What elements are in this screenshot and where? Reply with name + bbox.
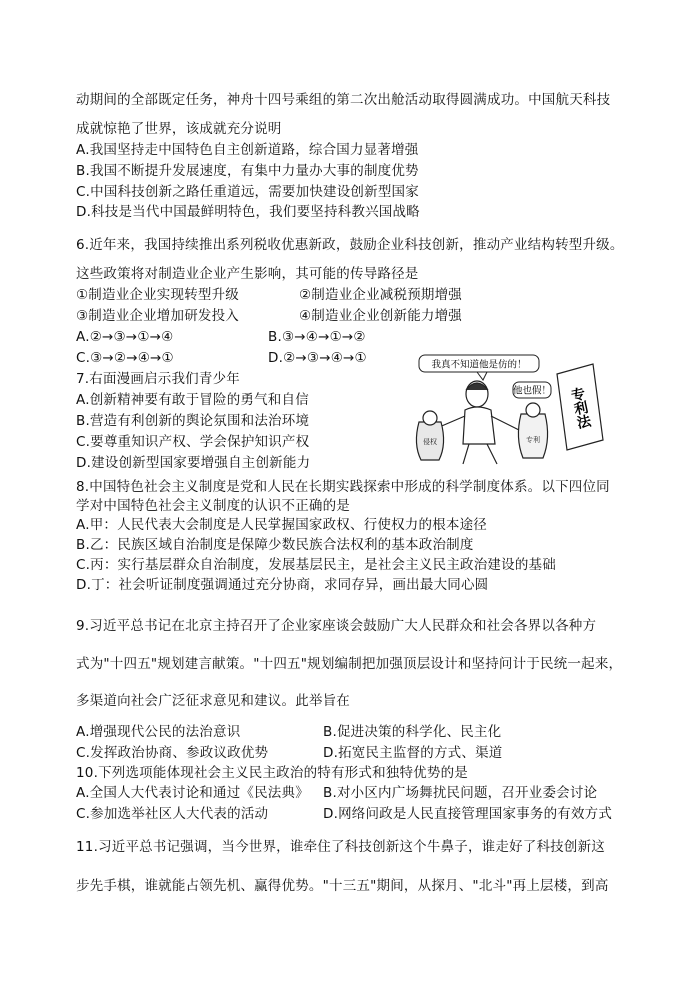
speech-bubble-small (513, 382, 551, 398)
q9-stem-line3: 多渠道向社会广泛征求意见和建议。此举旨在 (76, 693, 350, 709)
q8-option-a: A.甲：人民代表大会制度是人民掌握国家政权、行使权力的根本途径 (76, 517, 487, 533)
q5-option-b: B.我国不断提升发展速度，有集中力量办大事的制度优势 (76, 163, 419, 179)
q6-option-a: A.②→③→①→④ (76, 329, 174, 345)
q5-option-a: A.我国坚持走中国特色自主创新道路，综合国力显著增强 (76, 142, 419, 158)
q7-stem: 7.右面漫画启示我们青少年 (76, 371, 240, 387)
tag-right: 专利 (526, 436, 540, 444)
q5-option-c: C.中国科技创新之路任重道远，需要加快建设创新型国家 (76, 184, 419, 200)
q11-stem-line2: 步先手棋，谁就能占领先机、赢得优势。"十三五"期间，从探月、"北斗"再上层楼，到高 (76, 878, 609, 894)
q8-option-d: D.丁：社会听证制度强调通过充分协商，求同存异，画出最大同心圆 (76, 577, 489, 593)
q9-stem-line2: 式为"十四五"规划建言献策。"十四五"规划编制把加强顶层设计和坚持问计于民统一起来， (76, 656, 623, 672)
q5-stem-line2: 成就惊艳了世界，该成就充分说明 (76, 121, 282, 137)
q7-option-d: D.建设创新型国家要增强自主创新能力 (76, 455, 311, 471)
q7-option-b: B.营造有利创新的舆论氛围和法治环境 (76, 413, 310, 429)
q9-option-c: C.发挥政治协商、参政议政优势 (76, 745, 269, 761)
q10-option-b: B.对小区内广场舞扰民问题，召开业委会讨论 (323, 785, 598, 801)
q9-stem-line1: 9.习近平总书记在北京主持召开了企业家座谈会鼓励广大人民群众和社会各界以各种方 (76, 618, 597, 634)
patent-cartoon (407, 352, 617, 470)
q8-stem-line1: 8.中国特色社会主义制度是党和人民在长期实践探索中形成的科学制度体系。以下四位同 (76, 479, 610, 495)
q10-stem: 10.下列选项能体现社会主义民主政治的特有形式和独特优势的是 (76, 765, 468, 781)
bubble-text-main: 我真不知道他是仿的！ (431, 359, 527, 371)
q11-stem-line1: 11.习近平总书记强调，当今世界，谁牵住了科技创新这个牛鼻子，谁走好了科技创新这 (76, 839, 605, 855)
figure-bottle-left (416, 411, 443, 460)
q8-option-b: B.乙：民族区域自治制度是保障少数民族合法权利的基本政治制度 (76, 537, 474, 553)
bubble-text-small: 他也假！ (512, 385, 552, 397)
q8-option-c: C.丙：实行基层群众自治制度，发展基层民主，是社会主义民主政治建设的基础 (76, 557, 556, 573)
q8-stem-line2: 学对中国特色社会主义制度的认识不正确的是 (76, 498, 350, 514)
q6-item-3: ③制造业企业增加研发投入 (76, 308, 240, 324)
q6-item-1: ①制造业企业实现转型升级 (76, 287, 240, 303)
q6-item-4: ④制造业企业创新能力增强 (299, 308, 463, 324)
patent-law-sign (557, 364, 603, 450)
q7-option-c: C.要尊重知识产权、学会保护知识产权 (76, 434, 310, 450)
q6-stem-line2: 这些政策将对制造业企业产生影响，其可能的传导路径是 (76, 266, 419, 282)
speech-bubble-main (419, 355, 539, 380)
q7-option-a: A.创新精神要有敢于冒险的勇气和自信 (76, 392, 309, 408)
figure-bottle-right (518, 403, 547, 458)
q6-option-d: D.②→③→④→① (268, 350, 367, 366)
q6-stem-line1: 6.近年来，我国持续推出系列税收优惠新政，鼓励企业科技创新，推动产业结构转型升级。 (76, 237, 624, 253)
q9-option-a: A.增强现代公民的法治意识 (76, 724, 241, 740)
q10-option-a: A.全国人大代表讨论和通过《民法典》 (76, 785, 309, 801)
q6-item-2: ②制造业企业减税预期增强 (299, 287, 463, 303)
q5-option-d: D.科技是当代中国最鲜明特色，我们要坚持科教兴国战略 (76, 204, 420, 220)
figure-man (437, 381, 519, 464)
q10-option-c: C.参加选举社区人大代表的活动 (76, 806, 269, 822)
sign-text: 专利法 (567, 385, 593, 431)
q9-option-d: D.拓宽民主监督的方式、渠道 (323, 745, 503, 761)
tag-left: 侵权 (423, 438, 437, 446)
q5-stem-line1: 动期间的全部既定任务，神舟十四号乘组的第二次出舱活动取得圆满成功。中国航天科技 (76, 92, 611, 108)
q6-option-c: C.③→②→④→① (76, 350, 174, 366)
q10-option-d: D.网络问政是人民直接管理国家事务的有效方式 (323, 806, 613, 822)
q9-option-b: B.促进决策的科学化、民主化 (323, 724, 502, 740)
q6-option-b: B.③→④→①→② (268, 329, 366, 345)
